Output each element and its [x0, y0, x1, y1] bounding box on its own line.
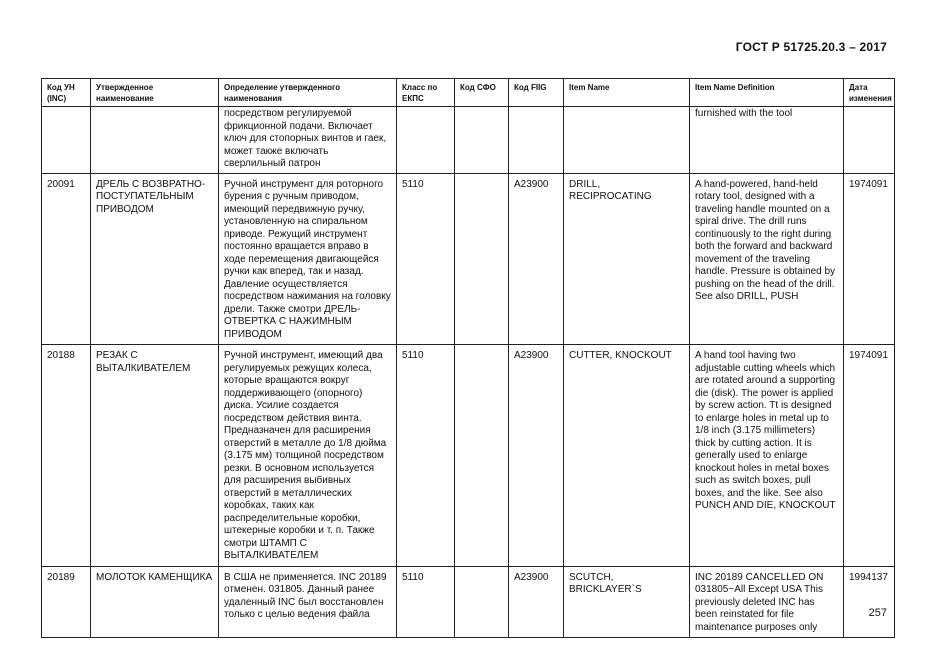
cell-fiig: A23900 — [509, 345, 564, 567]
page-number: 257 — [868, 607, 887, 619]
item-name-table — [41, 78, 895, 638]
col-header-inc: Код УН (INC) — [42, 79, 91, 107]
cell-item-name: DRILL, RECIPROCATING — [564, 173, 690, 345]
cell-ekps: 5110 — [397, 566, 455, 638]
col-header-ekps: Класс по ЕКПС — [397, 79, 455, 107]
cell-item-name — [564, 107, 690, 174]
cell-name-ru — [91, 107, 219, 174]
cell-definition-en: INC 20189 CANCELLED ON 031805~All Except USA This previously deleted INC has been reinstated for file maintenance purposes only — [690, 566, 844, 638]
cell-inc — [42, 107, 91, 174]
cell-fiig — [509, 107, 564, 174]
col-header-date: Дата изменения — [844, 79, 895, 107]
cell-item-name: SCUTCH, BRICKLAYER`S — [564, 566, 690, 638]
cell-definition-ru: В США не применяется. INC 20189 отменен. 031805. Данный ранее удаленный INC был восстановлен только с целью ведения файла — [219, 566, 397, 638]
cell-inc: 20189 — [42, 566, 91, 638]
cell-definition-en: furnished with the tool — [690, 107, 844, 174]
cell-ekps: 5110 — [397, 173, 455, 345]
cell-definition-ru: Ручной инструмент, имеющий два регулируемых режущих колеса, которые вращаются вокруг поддерживающего (опорного) диска. Усилие создается посредством действия винта. Предназначен для расширения отверстий в металле до 1/8 дюйма (3.175 мм) толщиной посредством резки. В основном используется для расширения выбивных отверстий в металлических коробках, таких как распределительные коробки, штекерные коробки и т. п. Также смотри ШТАМП С ВЫТАЛКИВАТЕЛЕМ — [219, 345, 397, 567]
cell-date: 1974091 — [844, 345, 895, 567]
cell-sfo — [455, 173, 509, 345]
table-row — [42, 173, 895, 345]
cell-sfo — [455, 345, 509, 567]
cell-ekps — [397, 107, 455, 174]
cell-name-ru: РЕЗАК С ВЫТАЛКИВАТЕЛЕМ — [91, 345, 219, 567]
cell-fiig: A23900 — [509, 173, 564, 345]
cell-sfo — [455, 566, 509, 638]
cell-fiig: A23900 — [509, 566, 564, 638]
cell-definition-ru: Ручной инструмент для роторного бурения с ручным приводом, имеющий передвижную ручку, установленную на спиральном приводе. Режущий инструмент постоянно вращается вправо в ходе перемещения двигающейся ручки как вперед, так и назад. Давление осуществляется посредством нажимания на головку дрели. Также смотри ДРЕЛЬ-ОТВЕРТКА С НАЖИМНЫМ ПРИВОДОМ — [219, 173, 397, 345]
cell-definition-en: A hand tool having two adjustable cutting wheels which are rotated around a supporting die (disk). The power is applied by screw action. Tt is designed to enlarge holes in metal up to 1/8 inch (3.175 millimeters) thick by cutting action. It is generally used to enlarge knockout holes in metal boxes such as switch boxes, pull boxes, and the like. See also PUNCH AND DIE, KNOCKOUT — [690, 345, 844, 567]
col-header-name-ru: Утвержденное наименование — [91, 79, 219, 107]
cell-definition-ru: посредством регулируемой фрикционной подачи. Включает ключ для стопорных винтов и гаек, может также включать сверлильный патрон — [219, 107, 397, 174]
cell-name-ru: МОЛОТОК КАМЕНЩИКА — [91, 566, 219, 638]
cell-sfo — [455, 107, 509, 174]
col-header-definition-ru: Определение утвержденного наименования — [219, 79, 397, 107]
table-row — [42, 566, 895, 638]
cell-date — [844, 107, 895, 174]
cell-item-name: CUTTER, KNOCKOUT — [564, 345, 690, 567]
cell-inc: 20188 — [42, 345, 91, 567]
col-header-item-name: Item Name — [564, 79, 690, 107]
table-header-row — [42, 79, 895, 107]
cell-definition-en: A hand-powered, hand-held rotary tool, designed with a traveling handle mounted on a spiral drive. The drill runs continuously to the right during both the forward and backward movement of the traveling handle. Pressure is obtained by pushing on the head of the drill. See also DRILL, PUSH — [690, 173, 844, 345]
table-row-continuation — [42, 107, 895, 174]
cell-ekps: 5110 — [397, 345, 455, 567]
cell-inc: 20091 — [42, 173, 91, 345]
col-header-sfo: Код СФО — [455, 79, 509, 107]
cell-date: 1974091 — [844, 173, 895, 345]
col-header-definition-en: Item Name Definition — [690, 79, 844, 107]
col-header-fiig: Код FIIG — [509, 79, 564, 107]
document-header: ГОСТ Р 51725.20.3 – 2017 — [735, 40, 887, 54]
cell-date: 1994137 — [844, 566, 895, 638]
table-row — [42, 345, 895, 567]
cell-name-ru: ДРЕЛЬ С ВОЗВРАТНО-ПОСТУПАТЕЛЬНЫМ ПРИВОДОМ — [91, 173, 219, 345]
